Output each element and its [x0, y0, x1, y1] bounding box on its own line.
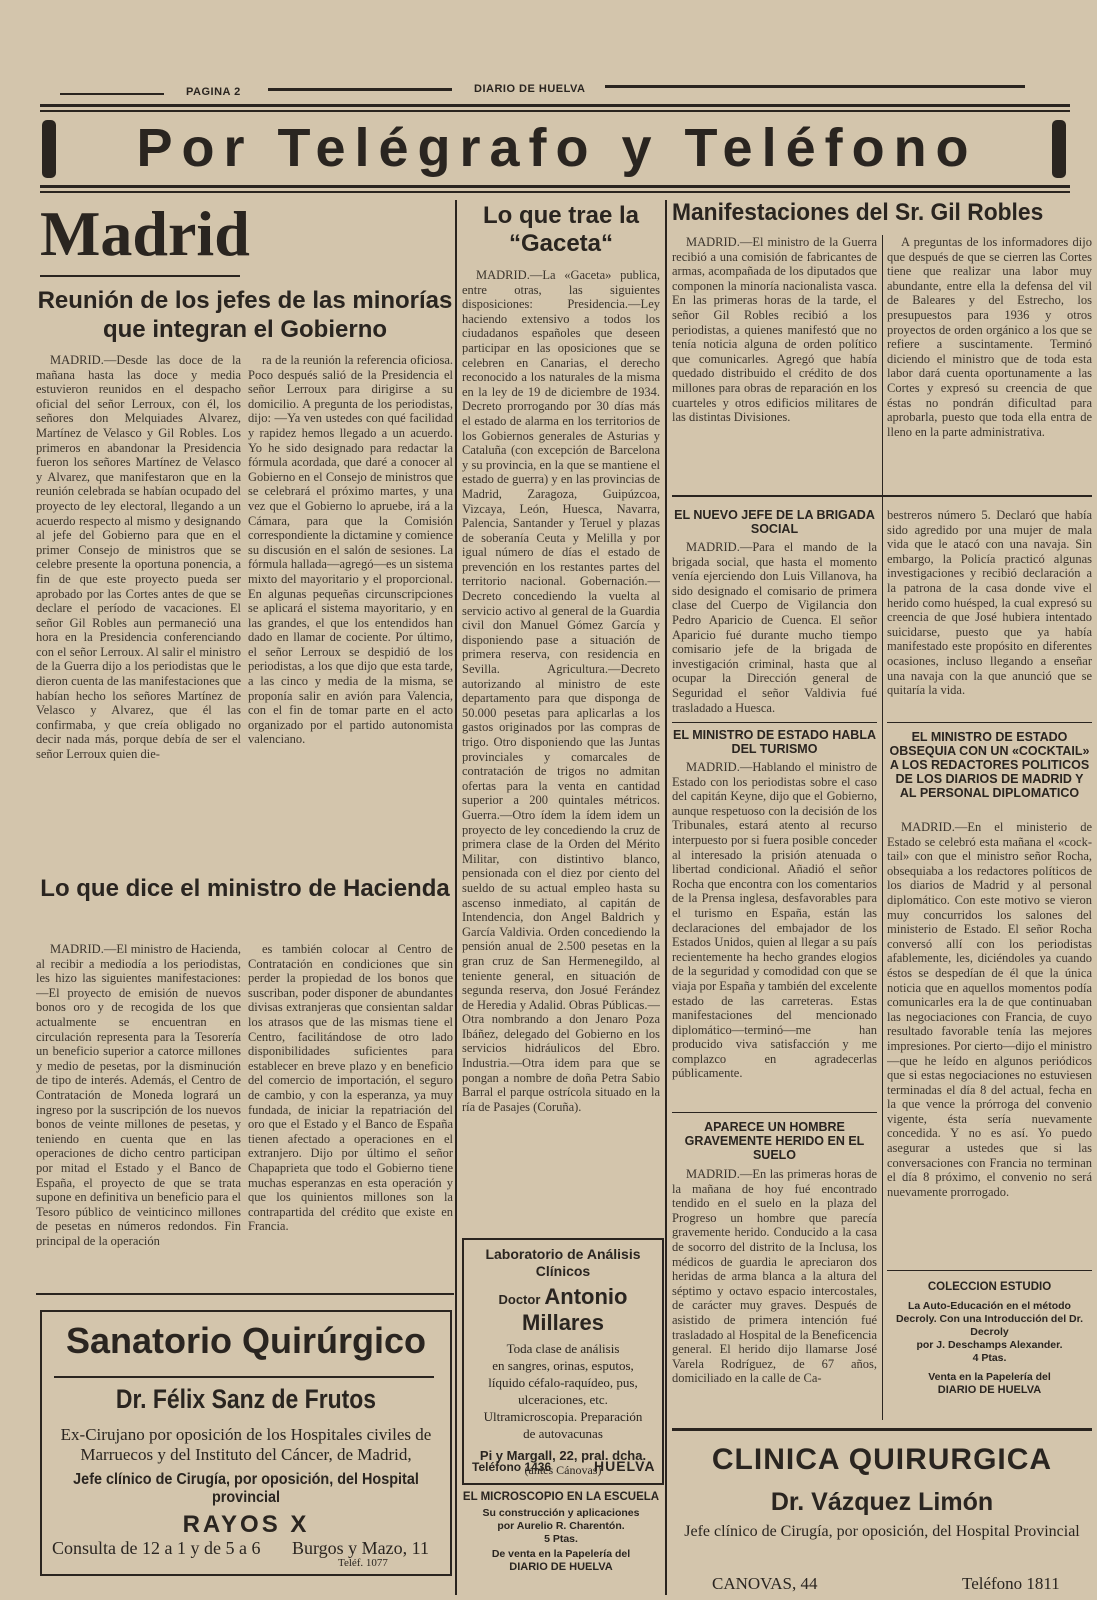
ad-sanatorio	[40, 1310, 452, 1576]
lab-doctor-line	[464, 1284, 662, 1336]
brigada-text: MADRID.—Para el mando de la brigada social, que hasta el momento venía ejerciendo don Luis Villanova, ha sido designado el comisario de primera clase del Cuerpo de Vigilancia don Pedro Aparicio de Cuenca. El señor Aparicio fué durante mucho tiempo comisario jefe de la brigada de investigación criminal, hasta que al ocupar la Dirección general de Seguridad el señor Valdivia fué trasladado a Huesca.	[672, 540, 877, 715]
sanatorio-rayos: RAYOS X	[182, 1511, 310, 1538]
sanatorio-jefe: Jefe clínico de Cirugía, por oposición, del Hospital provincial	[73, 1471, 419, 1506]
sanatorio-desc: Ex-Cirujano por oposición de los Hospitales civiles de Marruecos y del Instituto del Cáncer, de Madrid,	[60, 1425, 432, 1464]
cocktail-title: EL MINISTRO DE ESTADO OBSEQUIA CON UN «COCKTAIL» A LOS REDACTORES POLITICOS DE LOS DIARIOS DE MADRID Y AL PERSONAL DIPLOMATICO	[889, 730, 1090, 800]
sanatorio-address: Burgos y Mazo, 11	[292, 1538, 429, 1558]
madrid-headline-1: Reunión de los jefes de las minorías que integran el Gobierno	[37, 287, 453, 343]
ad-coleccion	[887, 1280, 1092, 1420]
microscopio-title: EL MICROSCOPIO EN LA ESCUELA	[462, 1491, 660, 1503]
coleccion-line3: 4 Ptas.	[972, 1352, 1007, 1364]
clinica-desc: Jefe clínico de Cirugía, por oposición, del Hospital Provincial	[684, 1523, 1080, 1540]
microscopio-line3: 5 Ptas.	[544, 1533, 578, 1545]
gaceta-text: MADRID.—La «Gaceta» publica, entre otras, las siguientes disposiciones: Presidencia.—Ley haciendo extensivo a todos los ciudadanos españoles que deseen participar en las oposiciones que se celebren en Canarias, el derecho reconocido a los naturales de la misma en la ley de 19 de diciembre de 1934. Decreto prorrogando por 30 días más el estado de alarma en los territorios de los Gobiernos generales de Asturias y Cataluña (con excepción de Barcelona y su provincia, en la que se mantiene el estado de guerra) y en las provincias de Madrid, Zaragoza, Guipúzcoa, Vizcaya, León, Huesca, Navarra, Palencia, Santander y Teruel y plazas de soberanía Ceuta y Melilla y por igual número de días el estado de prevención en los restantes partes del territorio nacional. Gobernación.—Decreto concediendo la vuelta al servicio activo al general de la Guardia civil don Manuel Gómez García y disponiendo pase a situación de primera reserva, con residencia en Sevilla. Agricultura.—Decreto autorizando al ministro de este departamento para que disponga de 50.000 pesetas para aplicarlas a los gastos originados por las compras de trigo. Otro disponiendo que las Juntas provinciales y comarcales de contratación de trigos no admitan ofertas para la venta en cantidad superior a 200 quintales métricos. Guerra.—Otro ídem la ídem idem un proyecto de ley concediendo la cruz de primera clase de la Orden del Mérito Militar, con distintivo blanco, pensionada con el diez por ciento del sueldo de su actual empleo hasta su ascenso inmediato, al capitán de Intendencia, don Angel Baldrich y García Valdivia. Orden concediendo la pensión anual de 2.500 pesetas en la gran cruz de San Hermenegildo, al teniente general, en situación de segunda reserva, don Josué Ferández de Heredia y Adalid. Obras Públicas.—Otra nombrando a don Jenaro Poza Ibáñez, delegado del Gobierno en los servicios hidráulicos del Ebro. Industria.—Otra idem para que se pongan a nombre de doña Petra Sabio Barral el parque ostrícola situado en la ría de Pasajes (Coruña).	[462, 268, 660, 1114]
brigada-title: EL NUEVO JEFE DE LA BRIGADA SOCIAL	[674, 508, 875, 536]
clinica-title: CLINICA QUIRURGICA	[711, 1443, 1053, 1476]
sanatorio-doctor: Dr. Félix Sanz de Frutos	[115, 1384, 377, 1414]
cocktail-text: MADRID.—En el ministerio de Estado se celebró esta mañana el «cock-tail» con que el ministro señor Rocha, obsequiaba a los redactores políticos de los diarios de Madrid y al personal diplomático. Con este motivo se vieron muy concurridos los salones del ministerio de Estado. El señor Rocha conversó allí con los periodistas afablemente, les, diciéndoles ya cuando éstos se despedían de él que la única noticia que en aquellos momentos podía comunicarles era la de que continuaban las negociaciones con Francia, de cuyo resultado favorable tenía las mejores impresiones. Por cierto—dijo el ministro—que he leído en algunos periódicos que si estas negociaciones no estuviesen terminadas el día 8 del actual, fecha en la que vence la prórroga del convenio vigente, ésta sería nuevamente concedida. Y no es así. Yo puedo asegurar a ustedes que si las conversaciones con Francia no terminan el día 8 próximo, el convenio no será nuevamente prorrogado.	[887, 820, 1092, 1199]
gaceta-title: Lo que trae la “Gaceta“	[482, 202, 640, 257]
madrid-headline-2: Lo que dice el ministro de Hacienda	[40, 875, 450, 902]
lab-title: Laboratorio de Análisis Clínicos	[485, 1246, 641, 1279]
lab-line1: Toda clase de análisis	[506, 1341, 620, 1356]
turismo-text: MADRID.—Hablando el ministro de Estado con los periodistas sobre el caso del capitán Keyne, dijo que el Gobierno, aunque respetuoso con la decisión de los Tribunales, estará atento al recurso interpuesto por si fuera posible conceder al interesado la prisión atenuada o libertad condicional. Añadió el señor Rocha que encontra con los comentarios de la Prensa inglesa, desfavorables para el turismo en España, están las declaraciones del embajador de los Estados Unidos, quien al llegar a su país recientemente ha hecho grandes elogios de la seguridad y comodidad con que se viaja por España y también del excelente estado de las carreteras. Estas manifestaciones del mencionado diplomático—terminó—me han producido viva satisfacción y me complazco en agradecerlas públicamente.	[672, 760, 877, 1081]
coleccion-line5: DIARIO DE HUELVA	[937, 1384, 1042, 1396]
ad-microscopio	[462, 1490, 660, 1592]
clinica-tel: Teléfono 1811	[962, 1574, 1060, 1593]
lab-line2: en sangres, orinas, esputos,	[492, 1358, 634, 1373]
madrid-col2: ra de la reunión la referencia oficiosa. Poco después salió de la Presidencia el señor Lerroux para dirigirse a su domicilio. A pregunta de los periodistas, dijo: —Ya ven ustedes con qué facilidad y rapidez hemos llegado a un acuerdo. Yo he sido designado para redactar la fórmula acordada, que daré a conocer al Gobierno en el Consejo de ministros que se celebrará el próximo martes, y una vez que el Gobierno lo apruebe, irá a la Cámara, para que la Comisión correspondiente la dictamine y comience su discusión en el salón de sesiones. La fórmula hallada—agregó—es un sistema mixto del mayoritario y el proporcional. En algunas pequeñas circunscripciones se aplicará el sistema mayoritario, y en las grandes, el que los entendidos han dado en llamar de cociente. Por último, el señor Lerroux se despidió de los periodistas, a los que dijo que esta tarde, a las cinco y media de la misma, se proponía salir en avión para Valencia, con el fin de tomar parte en el acto organizado por el partido autonomista valenciano.	[248, 353, 453, 747]
lab-doctor: Antonio Millares	[522, 1284, 628, 1335]
turismo-title: EL MINISTRO DE ESTADO HABLA DEL TURISMO	[672, 728, 876, 756]
coleccion-line1: La Auto-Educación en el método Decroly. Con una Introducción del Dr. Decroly	[895, 1300, 1084, 1338]
madrid-col4: es también colocar al Centro de Contratación en condiciones que sin perder la propiedad de los bonos que suscriban, poder disponer de abundantes divisas extranjeras que consientan saldar los atrasos que de las mismas tiene el Centro, facilitándose de otro lado disponibilidades suficientes para establecer en breve plazo y en beneficio del comercio de importación, el seguro de cambio, y con la esperanza, ya muy fundada, de iniciar la repatriación del oro que el Estado y el Banco de España tienen afectado a operaciones en el extranjero. Dijo por último el señor Chapaprieta que todo el Gobierno tiene muchas esperanzas en esta operación y que los quinientos millones son la contrapartida del crédito que existe en Francia.	[248, 942, 453, 1234]
banner-ornament-left	[42, 120, 56, 178]
lab-address: Pi y Margall, 22, pral. dcha.	[479, 1448, 647, 1463]
madrid-col3: MADRID.—El ministro de Hacienda, al recibir a mediodía a los periodistas, les hizo las siguientes manifestaciones: —El proyecto de emisión de nuevos bonos oro y de recogida de los que actualmente se encuentran en circulación representa para la Tesorería un beneficio superior a catorce millones y medio de pesetas, por la disminución de tipo de interés. Además, el Centro de Contratación de Moneda logrará un ingreso por la suscripción de los nuevos bonos de veinte millones de pesetas, y teniendo en cuenta que en las operaciones de dicho centro participan por mitad el Estado y el Banco de España, el proyecto de que se trata supone en definitiva un beneficio para el Tesoro público de veinticinco millones de pesetas en números redondos. Fin principal de la operación	[36, 942, 241, 1248]
sanatorio-title: Sanatorio Quirúrgico	[65, 1320, 427, 1361]
lab-line5: Ultramicroscopia. Preparación	[483, 1409, 643, 1424]
clinica-address: CANOVAS, 44	[712, 1574, 818, 1593]
paper-name: DIARIO DE HUELVA	[474, 83, 586, 95]
ad-clinica	[672, 1436, 1092, 1596]
coleccion-title: COLECCION ESTUDIO	[927, 1281, 1052, 1293]
lab-tel: Teléfono 1436	[472, 1460, 552, 1474]
herido-title: APARECE UN HOMBRE GRAVEMENTE HERIDO EN EL SUELO	[684, 1120, 865, 1162]
coleccion-line2: por J. Deschamps Alexander.	[916, 1339, 1063, 1351]
lab-line4: ulceraciones, etc.	[518, 1392, 608, 1407]
lab-city: HUELVA	[594, 1458, 656, 1474]
lab-line6: de autovacunas	[523, 1426, 603, 1441]
lab-doctor-prefix: Doctor	[498, 1292, 541, 1307]
herido-cont: bestreros número 5. Declaró que había sido agredido por una mujer de mala vida que le atacó con una navaja. Sin embargo, la Policía practicó algunas investigaciones y recibió declaración a la patrona de la casa donde vive el herido como huésped, la cual expresó su creencia de que José hubiera intentado suicidarse, puesto que ya había manifestado este propósito en diferentes ocasiones, incluso llegando a enseñar una navaja con la que anunció que se quitaría la vida.	[887, 508, 1092, 698]
clinica-doctor: Dr. Vázquez Limón	[770, 1488, 994, 1516]
herido-text: MADRID.—En las primeras horas de la mañana de hoy fué encontrado tendido en el suelo en la plaza del Progreso un hombre que parecía gravemente herido. Conducido a la casa de socorro del distrito de la Inclusa, los médicos de guardia le apreciaron dos heridas de arma blanca a la altura del séptimo y octavo espacio intercostales, de carácter muy graves. Después de asistido de primera intención fué trasladado al Hospital de la Beneficencia general. El herido dijo llamarse José Varela Rodríguez, de 67 años, domiciliado en la calle de Ca-	[672, 1167, 877, 1386]
microscopio-line2: por Aurelio R. Charentón.	[497, 1520, 625, 1532]
gilrobles-col1: MADRID.—El ministro de la Guerra recibió a una comisión de fabricantes de armas, acompañada de los diputados que componen la minoría nacionalista vasca. En las primeras horas de la tarde, el señor Gil Robles recibió a los periodistas, a quienes manifestó que no tenía noticia alguna de orden político que comunicarles. Agregó que había quedado distribuido el crédito de dos millones para obras de reparación en los cuarteles y otros edificios militares de las distintas Divisiones.	[672, 235, 877, 425]
microscopio-line4: De venta en la Papelería del	[491, 1548, 631, 1560]
lab-line3: líquido céfalo-raquídeo, pus,	[488, 1375, 638, 1390]
sanatorio-tel: Teléf. 1077	[338, 1557, 388, 1569]
banner-ornament-right	[1052, 120, 1066, 178]
ad-laboratorio	[462, 1238, 664, 1485]
sanatorio-consulta: Consulta de 12 a 1 y de 5 a 6	[52, 1538, 261, 1558]
gilrobles-title: Manifestaciones del Sr. Gil Robles	[672, 199, 1044, 226]
microscopio-line1: Su construcción y aplicaciones	[482, 1507, 640, 1519]
madrid-col1: MADRID.—Desde las doce de la mañana hasta las doce y media estuvieron reunidos en el despacho oficial del señor Lerroux, con él, los señores don Melquiades Alvarez, Martínez de Velasco y Gil Robles. Los primeros en abandonar la Presidencia fueron los señores Martínez de Velasco y Alvarez, que manifestaron que en la reunión celebrada se habían ocupado del proyecto de ley electoral, llegando a un acuerdo respecto al mismo y designando al jefe del Gobierno para que en el primer Consejo de ministros que se celebre presente la oportuna ponencia, a fin de que este proyecto pueda ser aprobado por las Cortes antes de que se declare el período de vacaciones. El señor Gil Robles aun permaneció una hora en la Presidencia conferenciando con el señor Lerroux. Al salir el ministro de la Guerra dijo a los periodistas que le dieron cuenta de las manifestaciones que habían hecho los señores Martínez de Velasco y Alvarez, que él las confirmaba, y que creía obligado no decir nada más, porque debía de ser el señor Lerroux quien die-	[36, 353, 241, 762]
banner-title: Por Telégrafo y Teléfono	[136, 118, 978, 178]
microscopio-line5: DIARIO DE HUELVA	[509, 1561, 613, 1573]
gilrobles-col2: A preguntas de los informadores dijo que después de que se cierren las Cortes tiene que realizar una labor muy abundante, entre ella la defensa del vil de Baleares y del Estrecho, los presupuestos para 1936 y otros proyectos de orden orgánico a los que se refiere a suscintamente. Terminó diciendo el ministro que de toda esta labor dará cuenta oportunamente a las Cortes y expresó su creencia de que éstas no pondrán dificultad para aprobarla, puesto que toda ella entra de lleno en la parte administrativa.	[887, 235, 1092, 439]
page-number: PAGINA 2	[186, 86, 241, 98]
lab-address2: (antes Cánovas)	[524, 1463, 602, 1477]
madrid-title: Madrid	[40, 198, 250, 269]
coleccion-line4: Venta en la Papelería del	[928, 1371, 1051, 1383]
